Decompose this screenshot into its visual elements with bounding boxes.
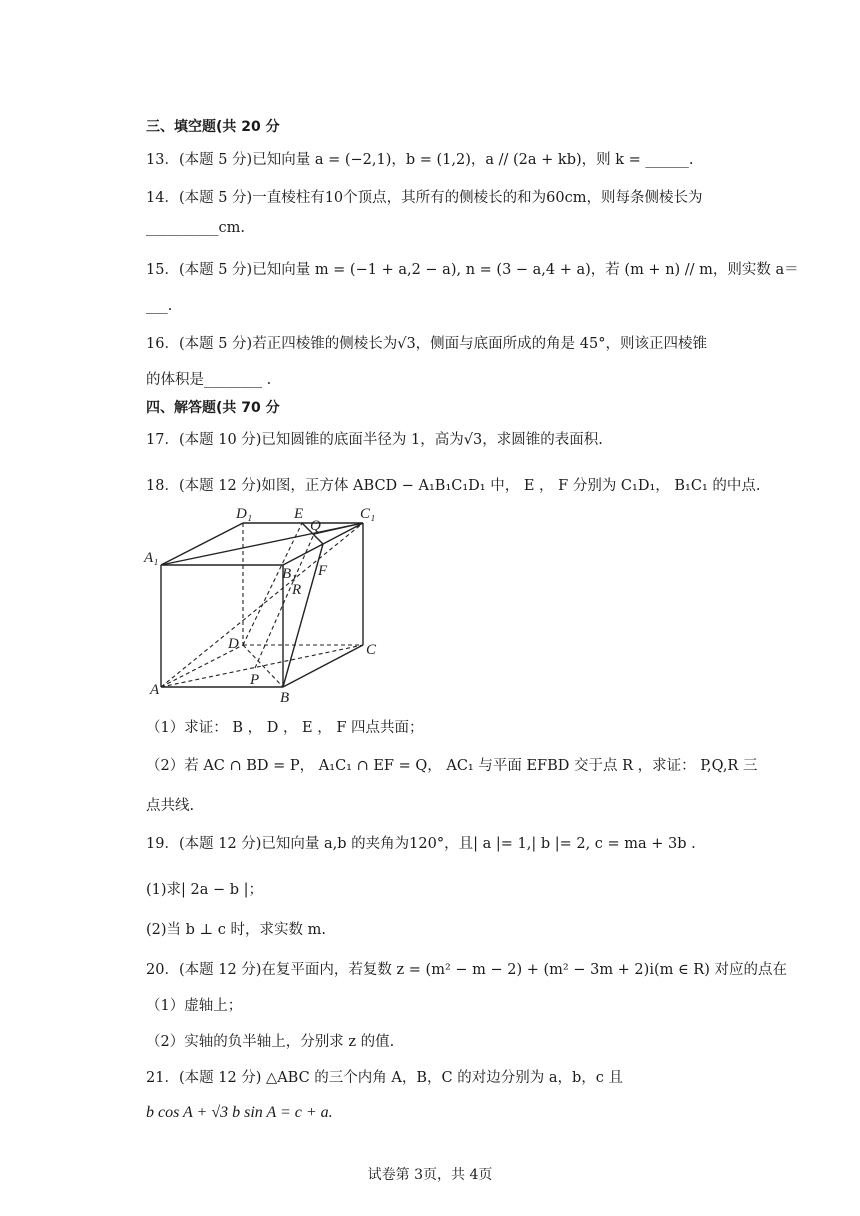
label-A1: A₁ bbox=[144, 550, 159, 566]
question-21-line2: b cos A + √3 b sin A = c + a. bbox=[146, 1104, 333, 1121]
section-title-answer: 四、解答题(共 70 分 bbox=[146, 400, 280, 416]
question-19: 19．(本题 12 分)已知向量 a,b 的夹角为120°，且| a |= 1,| b |= 2, c = ma + 3b . bbox=[146, 836, 696, 852]
question-19-part2: (2)当 b ⊥ c 时，求实数 m. bbox=[146, 922, 326, 938]
label-R: R bbox=[292, 582, 302, 598]
label-B1: B₁ bbox=[282, 566, 297, 582]
question-15-line2: ___. bbox=[146, 298, 173, 314]
question-18-part2-line1: （2）若 AC ∩ BD = P， A₁C₁ ∩ EF = Q， AC₁ 与平面 EFBD 交于点 R ，求证： P,Q,R 三 bbox=[146, 758, 758, 774]
label-D1: D₁ bbox=[236, 506, 253, 522]
question-20: 20．(本题 12 分)在复平面内，若复数 z = (m² − m − 2) + (m² − 3m + 2)i(m ∈ R) 对应的点在 bbox=[146, 962, 787, 978]
question-18: 18．(本题 12 分)如图，正方体 ABCD − A₁B₁C₁D₁ 中， E ， F 分别为 C₁D₁， B₁C₁ 的中点. bbox=[146, 478, 761, 494]
label-F: F bbox=[318, 563, 328, 579]
question-20-part1: （1）虚轴上； bbox=[146, 998, 243, 1014]
question-14-line2: __________cm. bbox=[146, 220, 245, 236]
question-21-line1: 21．(本题 12 分) △ABC 的三个内角 A，B，C 的对边分别为 a，b，c 且 bbox=[146, 1070, 623, 1086]
question-18-part1: （1）求证： B ， D ， E ， F 四点共面； bbox=[146, 720, 424, 736]
cube-figure bbox=[140, 504, 390, 704]
question-13: 13．(本题 5 分)已知向量 a = (−2,1)，b = (1,2)，a // (2a + kb)，则 k = ______. bbox=[146, 152, 694, 168]
label-D: D bbox=[228, 636, 239, 652]
label-A: A bbox=[150, 682, 160, 698]
question-17: 17．(本题 10 分)已知圆锥的底面半径为 1，高为√3，求圆锥的表面积. bbox=[146, 432, 603, 448]
label-B: B bbox=[280, 690, 290, 704]
question-16-line1: 16．(本题 5 分)若正四棱锥的侧棱长为√3，侧面与底面所成的角是 45°，则该正四棱锥 bbox=[146, 336, 707, 352]
label-E: E bbox=[294, 506, 304, 522]
question-18-part2-line2: 点共线. bbox=[146, 798, 195, 814]
question-19-part1: (1)求| 2a − b |； bbox=[146, 882, 264, 898]
question-16-line2: 的体积是________ . bbox=[146, 372, 272, 388]
label-Q: Q bbox=[310, 518, 321, 534]
page-footer: 试卷第 3页，共 4页 bbox=[367, 1167, 493, 1183]
question-14-line1: 14．(本题 5 分)一直棱柱有10个顶点，其所有的侧棱长的和为60cm，则每条侧棱长为 bbox=[146, 190, 703, 206]
question-15-line1: 15．(本题 5 分)已知向量 m = (−1 + a,2 − a), n = (3 − a,4 + a)，若 (m + n) // m，则实数 a＝ bbox=[146, 262, 799, 278]
label-C1: C₁ bbox=[360, 506, 376, 522]
question-20-part2: （2）实轴的负半轴上，分别求 z 的值. bbox=[146, 1034, 395, 1050]
label-C: C bbox=[366, 642, 377, 658]
section-title-fill-blank: 三、填空题(共 20 分 bbox=[146, 119, 280, 135]
label-P: P bbox=[250, 672, 260, 688]
